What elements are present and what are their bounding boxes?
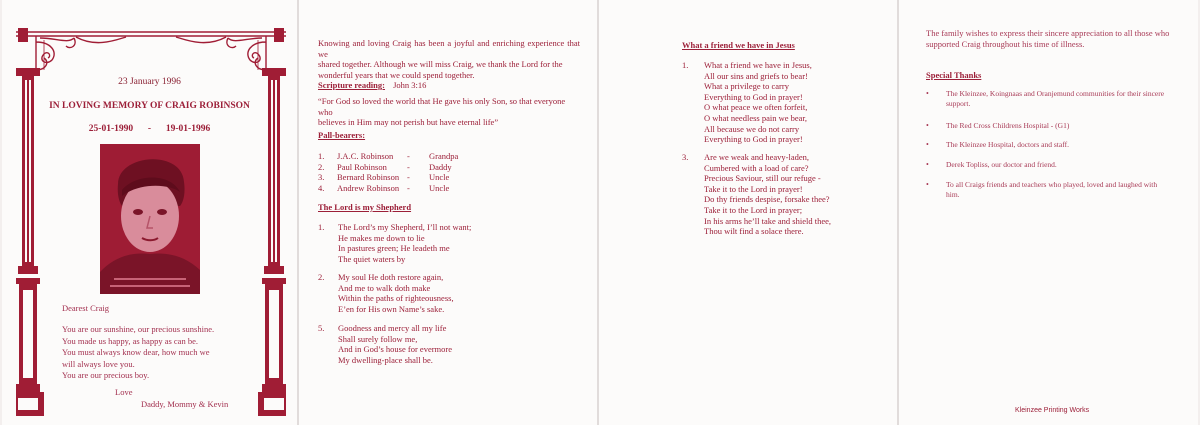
verse-line: All because we do not carry (704, 123, 800, 134)
thanks-item (926, 180, 1194, 200)
scripture-line: believes in Him may not perish but have eternal life” (318, 117, 499, 128)
thanks-line: The Red Cross Childrens Hospital - (G1) (946, 121, 1070, 130)
scripture-line: “For God so loved the world that He gave his only Son, so that everyone who (318, 96, 566, 117)
signature: Daddy, Mommy & Kevin (141, 399, 229, 409)
verse-line: What a friend we have in Jesus, (704, 60, 812, 70)
tribute-line: shared together. Although we will miss Craig, we thank the Lord for the (318, 59, 563, 70)
poem-line: You must always know dear, how much we (62, 347, 210, 357)
appreciation-line: supported Craig throughout his time of illness. (926, 38, 1085, 49)
hymn-panel (599, 0, 897, 425)
pallbearer-number: 4. (318, 182, 325, 193)
pallbearer-name: Paul Robinson (337, 161, 387, 172)
service-panel (299, 0, 597, 425)
birth-date: 25-01-1990 (88, 124, 134, 134)
psalm-verse (318, 272, 454, 314)
scripture-reference: John 3:16 (393, 80, 427, 90)
verse-number: 5. (318, 323, 325, 333)
scripture-label: Scripture reading: (318, 80, 385, 90)
tribute-line: wonderful years that we could spend together. (318, 69, 475, 80)
thanks-panel (899, 0, 1198, 425)
pallbearer-row (318, 183, 458, 194)
verse-line: The Lord’s my Shepherd, I’ll not want; (338, 222, 472, 232)
verse-line: Do thy friends despise, forsake thee? (704, 194, 830, 205)
pallbearer-name: Andrew Robinson (337, 182, 400, 193)
bullet-icon: • (926, 140, 929, 149)
memorial-title: IN LOVING MEMORY OF CRAIG ROBINSON (49, 101, 250, 111)
tribute-paragraph (318, 38, 580, 80)
verse-line: My dwelling-place shall be. (338, 354, 433, 365)
poem-line: You made us happy, as happy as can be. (62, 335, 198, 346)
pallbearer-name: J.A.C. Robinson (337, 151, 394, 161)
pallbearers-heading: Pall-bearers: (318, 130, 366, 140)
verse-line: In his arms he’ll take and shield thee, (704, 215, 831, 226)
special-thanks-heading: Special Thanks (926, 70, 982, 80)
hymn-verse (682, 152, 831, 237)
verse-line: In pastures green; He leadeth me (338, 243, 450, 254)
hymn-heading: What a friend we have in Jesus (682, 40, 795, 50)
bullet-icon: • (926, 180, 929, 189)
pallbearer-row (318, 151, 458, 162)
verse-line: And me to walk doth make (338, 282, 431, 293)
thanks-line: him. (946, 190, 960, 199)
verse-line: O what peace we often forfeit, (704, 102, 808, 113)
pallbearer-relation: Daddy (429, 161, 452, 172)
pallbearer-relation: Grandpa (429, 151, 459, 161)
bullet-icon: • (926, 160, 929, 169)
pallbearer-number: 3. (318, 172, 325, 182)
date-dash: - (147, 124, 152, 134)
pallbearer-dash: - (407, 172, 410, 182)
pallbearer-dash: - (407, 161, 410, 172)
printer-credit: Kleinzee Printing Works (1015, 407, 1090, 414)
pallbearer-relation: Uncle (429, 172, 450, 182)
appreciation-paragraph (926, 28, 1191, 49)
pallbearer-relation: Uncle (429, 182, 450, 193)
pallbearer-number: 1. (318, 151, 325, 161)
pallbearers-list (318, 151, 458, 193)
closing: Love (115, 387, 133, 397)
scripture-text (318, 96, 580, 128)
portrait-photo (100, 144, 200, 294)
verse-number: 1. (318, 222, 325, 232)
appreciation-line: The family wishes to express their sincere appreciation to all those who (926, 28, 1170, 38)
hymn-verse (682, 60, 812, 145)
front-cover-panel (2, 0, 297, 425)
pallbearer-number: 2. (318, 161, 325, 172)
pallbearer-dash: - (407, 182, 410, 193)
verse-line: Everything to God in prayer! (704, 134, 803, 145)
poem (62, 324, 214, 382)
poem-line: will always love you. (62, 358, 135, 369)
pallbearer-dash: - (407, 151, 410, 161)
verse-line: The quiet waters by (338, 253, 406, 264)
thanks-line: To all Craigs friends and teachers who played, loved and laughed with (946, 180, 1158, 189)
psalm-heading: The Lord is my Shepherd (318, 202, 412, 212)
thanks-item (926, 121, 1194, 131)
salutation: Dearest Craig (62, 303, 109, 313)
thanks-line: The Kleinzee, Koingnaas and Oranjemund communities for their sincere (946, 89, 1165, 98)
verse-line: Thou wilt find a solace there. (704, 226, 804, 237)
life-dates (2, 124, 297, 134)
psalm-verse (318, 222, 471, 264)
pallbearer-name: Bernard Robinson (337, 172, 400, 182)
psalm-verse (318, 323, 452, 365)
pallbearer-row (318, 172, 458, 183)
tribute-line: Knowing and loving Craig has been a joyful and enriching experience that we (318, 38, 580, 59)
poem-line: You are our sunshine, our precious sunshine. (62, 324, 215, 334)
pallbearer-row (318, 162, 458, 173)
verse-line: My soul He doth restore again, (338, 272, 444, 282)
memorial-date: 23 January 1996 (118, 77, 181, 87)
verse-line: Everything to God in prayer! (704, 91, 803, 102)
verse-line: Take it to the Lord in prayer! (704, 183, 803, 194)
verse-number: 1. (682, 60, 689, 70)
thanks-item (926, 89, 1194, 109)
thanks-line: The Kleinzee Hospital, doctors and staff. (946, 140, 1069, 149)
scripture-heading (318, 80, 426, 91)
thanks-item (926, 140, 1194, 150)
verse-line: What a privilege to carry (704, 81, 789, 92)
thanks-item (926, 160, 1194, 170)
verse-line: All our sins and griefs to bear! (704, 70, 808, 81)
verse-line: Precious Saviour, still our refuge - (704, 173, 821, 184)
verse-line: And in God’s house for evermore (338, 344, 453, 355)
verse-line: He makes me down to lie (338, 232, 425, 243)
verse-line: Take it to the Lord in prayer; (704, 204, 803, 215)
verse-line: E’en for His own Name’s sake. (338, 303, 445, 314)
verse-number: 2. (318, 272, 325, 282)
verse-line: Goodness and mercy all my life (338, 323, 447, 333)
verse-line: Are we weak and heavy-laden, (704, 152, 810, 162)
death-date: 19-01-1996 (165, 124, 211, 134)
verse-line: Cumbered with a load of care? (704, 162, 809, 173)
bullet-icon: • (926, 121, 929, 130)
verse-line: Within the paths of righteousness, (338, 293, 454, 304)
verse-line: Shall surely follow me, (338, 333, 418, 344)
poem-line: You are our precious boy. (62, 370, 150, 380)
thanks-line: support. (946, 99, 971, 108)
verse-number: 3. (682, 152, 689, 162)
thanks-line: Derek Topliss, our doctor and friend. (946, 160, 1057, 169)
verse-line: O what needless pain we bear, (704, 112, 808, 123)
bullet-icon: • (926, 89, 929, 98)
